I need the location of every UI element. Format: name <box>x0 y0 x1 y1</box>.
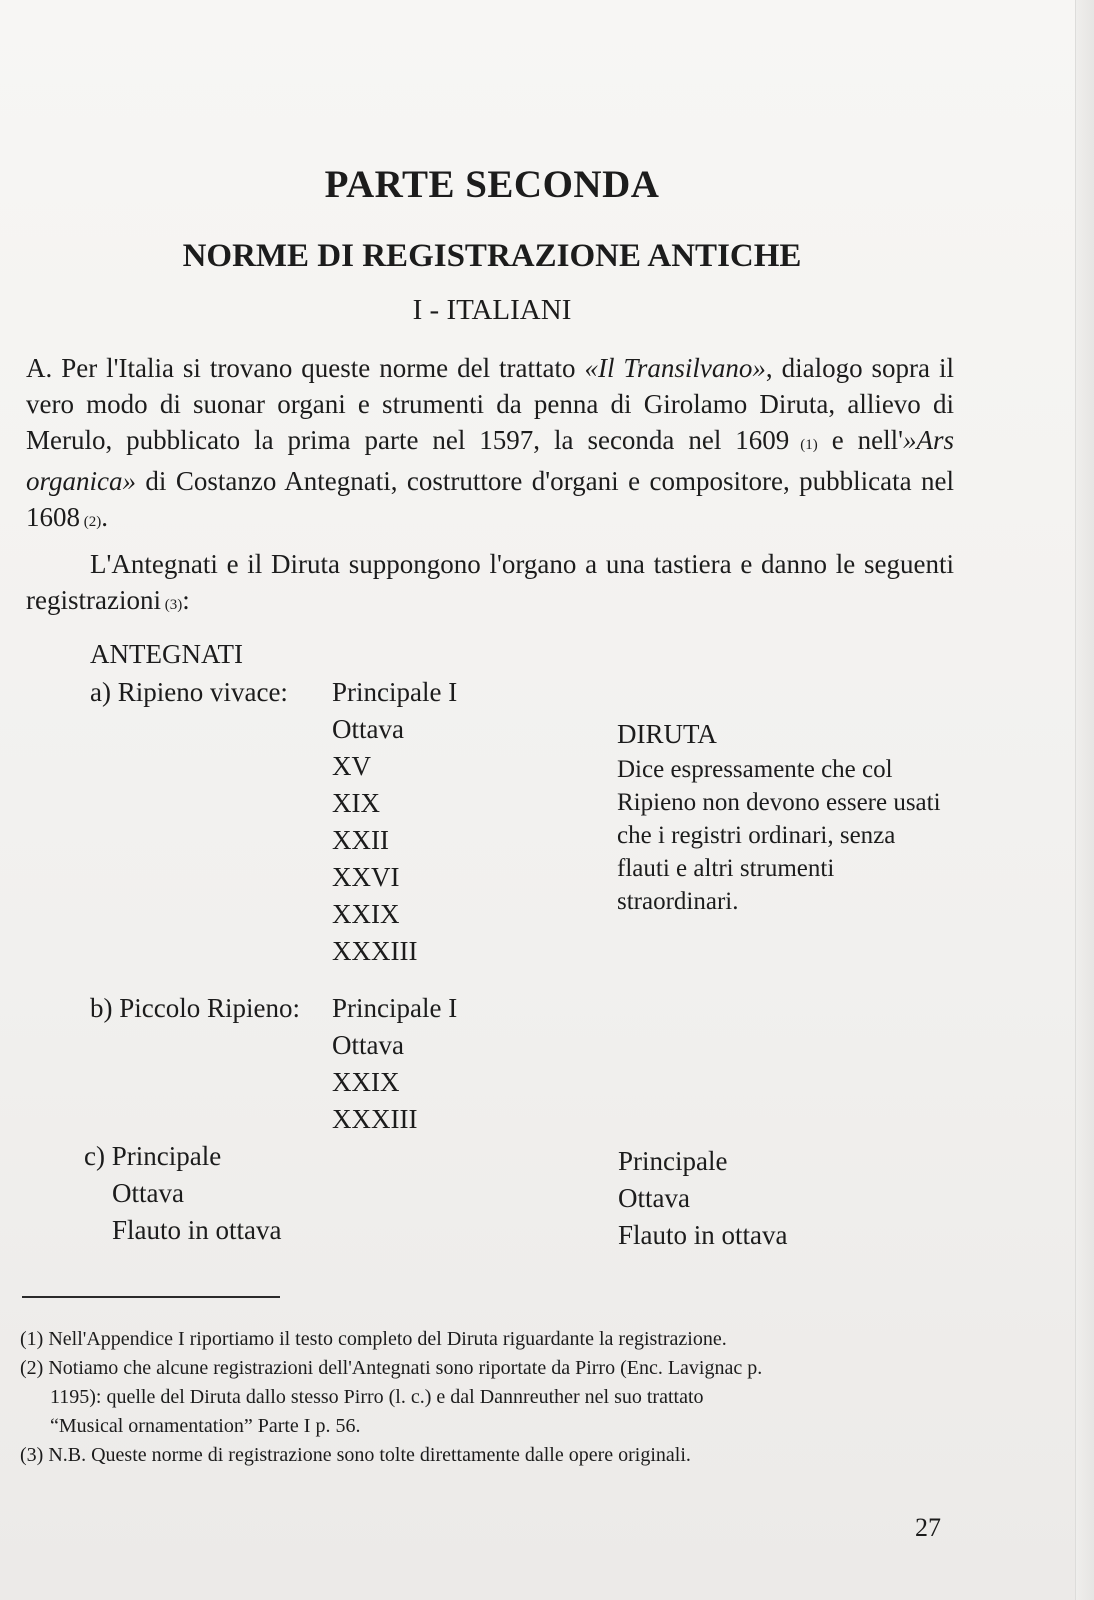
diruta-text: Dice espressamente che col Ripieno non devono essere usati che i registri ordinari, senza flauti e altri strumenti straordinari. <box>617 756 941 915</box>
stop-item: Principale <box>618 1146 728 1176</box>
footnote-2: (2) Notiamo che alcune registrazioni dell'Antegnati sono riportate da Pirro (Enc. Lavignac p. <box>20 1357 763 1379</box>
footnote-1: (1) Nell'Appendice I riportiamo il testo completo del Diruta riguardante la registrazione. <box>20 1328 727 1350</box>
section-title: I - ITALIANI <box>412 294 572 326</box>
page-edge <box>1075 0 1094 1600</box>
footnote-2-cont: 1195): quelle del Diruta dallo stesso Pirro (l. c.) e dal Dannreuther nel suo trattato <box>50 1386 704 1408</box>
stop-item: XXIX <box>332 1067 400 1097</box>
stop-item: Flauto in ottava <box>112 1215 282 1245</box>
chapter-title: NORME DI REGISTRAZIONE ANTICHE <box>182 238 802 274</box>
para2-end: : <box>182 585 190 615</box>
para1-text-c: e nell' <box>817 425 903 455</box>
part-heading: PARTE SECONDA <box>324 163 660 206</box>
footnote-ref-1: (1) <box>789 437 818 453</box>
footnote-divider <box>22 1296 280 1298</box>
antegnati-a-label: a) Ripieno vivace: <box>90 677 288 707</box>
antegnati-a-stops <box>332 674 457 970</box>
para1-text-d: di Costanzo Antegnati, costruttore d'organi e compositore, pubblicata nel 1608 <box>26 466 954 532</box>
stop-item: Ottava <box>112 1178 184 1208</box>
stop-item: Principale I <box>332 677 458 707</box>
stop-item: XXIX <box>332 899 400 929</box>
stop-item: Ottava <box>332 1030 404 1060</box>
stop-item: XV <box>332 751 371 781</box>
title-il-transilvano: «Il Transilvano» <box>584 353 766 383</box>
stop-item: XXXIII <box>332 1104 418 1134</box>
stop-item: XIX <box>332 788 380 818</box>
stop-item: XXVI <box>332 862 400 892</box>
diruta-heading: DIRUTA <box>617 719 717 749</box>
antegnati-c-label: c) Principale <box>84 1141 222 1171</box>
para2-text: L'Antegnati e il Diruta suppongono l'organo a una tastiera e danno le seguenti registrazioni <box>26 549 954 615</box>
paragraph-intro <box>26 350 954 540</box>
para1-text-e: . <box>101 502 108 532</box>
stop-item: Ottava <box>618 1183 690 1213</box>
stop-item: XXII <box>332 825 389 855</box>
stop-item: Flauto in ottava <box>618 1220 788 1250</box>
footnote-ref-2: (2) <box>80 514 102 530</box>
antegnati-heading: ANTEGNATI <box>90 639 243 669</box>
paragraph-registrations <box>26 546 954 623</box>
diruta-c-stops <box>618 1143 787 1254</box>
para1-text-b: , dialogo sopra il vero modo di suonar organi e strumenti da penna di Girolamo Diruta, allievo di Merulo, pubblicato la prima parte nel 1597, la seconda nel 1609 <box>26 353 954 455</box>
diruta-block <box>617 718 947 918</box>
stop-item: Principale I <box>332 993 458 1023</box>
antegnati-b-stops <box>332 990 457 1138</box>
title-ars-organica: »Ars organica» <box>26 425 955 496</box>
footnote-ref-3: (3) <box>160 597 183 613</box>
footnote-3: (3) N.B. Queste norme di registrazione sono tolte direttamente dalle opere originali. <box>20 1444 691 1466</box>
antegnati-b-label: b) Piccolo Ripieno: <box>90 993 300 1023</box>
footnotes <box>20 1325 955 1470</box>
stop-item: Ottava <box>332 714 404 744</box>
antegnati-c-block <box>84 1138 281 1249</box>
stop-item: XXXIII <box>332 936 418 966</box>
footnote-2-cont: “Musical ornamentation” Parte I p. 56. <box>50 1415 361 1437</box>
para1-text-a: A. Per l'Italia si trovano queste norme del trattato <box>26 353 585 383</box>
page-number: 27 <box>915 1513 941 1542</box>
